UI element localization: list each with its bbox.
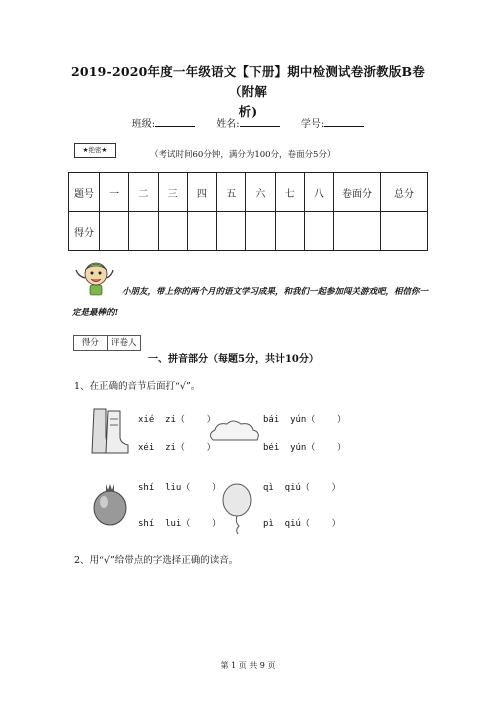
header-cell: 五 [217, 173, 246, 212]
id-blank[interactable] [324, 116, 364, 127]
header-cell: 七 [275, 173, 304, 212]
name-label: 姓名: [216, 119, 240, 130]
score-table-score-row [69, 212, 428, 251]
balloon-icon [220, 482, 254, 534]
pinyin-option[interactable]: qì qiú（ ） [263, 483, 341, 493]
header-cell: 一 [100, 173, 129, 212]
question-2: 2、用“√”给带点的字选择正确的读音。 [74, 555, 239, 566]
pinyin-option[interactable]: xié zi（ ） [138, 415, 216, 425]
score-cell[interactable] [246, 212, 275, 251]
header-cell: 六 [246, 173, 275, 212]
row-label: 得分 [69, 212, 100, 251]
header-cell: 四 [187, 173, 216, 212]
scorer-box-grader: 评卷人 [110, 338, 137, 348]
class-blank[interactable] [155, 116, 195, 127]
score-table-header-row [69, 173, 428, 212]
pinyin-option[interactable]: shí liu（ ） [138, 483, 222, 493]
score-cell[interactable] [217, 212, 246, 251]
student-info [0, 115, 496, 130]
header-cell: 题号 [69, 173, 100, 212]
class-label: 班级: [131, 119, 156, 130]
exam-note: （考试时间60分钟，满分为100分，卷面分5分） [150, 150, 336, 160]
cloud-icon [205, 420, 265, 446]
score-cell[interactable] [275, 212, 304, 251]
header-cell: 总分 [381, 173, 428, 212]
header-cell: 八 [304, 173, 333, 212]
secret-label: ★绝密★ [74, 143, 116, 158]
name-blank[interactable] [240, 116, 280, 127]
encourage-line-1: 小朋友，带上你的两个月的语文学习成果，和我们一起参加闯关游戏吧，相信你一 [122, 287, 429, 297]
score-cell[interactable] [381, 212, 428, 251]
header-cell: 卷面分 [334, 173, 381, 212]
pinyin-option[interactable]: pì qiú（ ） [263, 519, 341, 529]
page-footer: 第 1 页 共 9 页 [220, 661, 276, 670]
scorer-box-score: 得分 [74, 336, 108, 350]
shoes-icon [88, 405, 132, 455]
pinyin-option[interactable]: béi yún（ ） [263, 443, 347, 453]
pinyin-option[interactable]: shí lui（ ） [138, 519, 222, 529]
title-line-1: 2019-2020年度一年级语文【下册】期中检测试卷浙教版B卷（附解 [70, 64, 426, 99]
score-cell[interactable] [129, 212, 158, 251]
pomegranate-icon [90, 480, 130, 528]
header-cell: 二 [129, 173, 158, 212]
score-table [68, 172, 428, 251]
score-cell[interactable] [334, 212, 381, 251]
encourage-line-2: 定是最棒的! [72, 308, 119, 318]
score-cell[interactable] [187, 212, 216, 251]
pinyin-option[interactable]: bái yún（ ） [263, 415, 347, 425]
page-title [60, 62, 436, 122]
header-cell: 三 [158, 173, 187, 212]
id-label: 学号: [300, 119, 325, 130]
scorer-box [73, 335, 141, 351]
title-line-2: 析) [238, 104, 258, 119]
score-cell[interactable] [100, 212, 129, 251]
section-1-title: 一、拼音部分（每题5分，共计10分） [148, 354, 319, 365]
score-cell[interactable] [304, 212, 333, 251]
pinyin-option[interactable]: xéi zi（ ） [138, 443, 216, 453]
score-cell[interactable] [158, 212, 187, 251]
question-1: 1、在正确的音节后面打“√”。 [74, 381, 201, 392]
cartoon-kid-icon [72, 258, 116, 298]
